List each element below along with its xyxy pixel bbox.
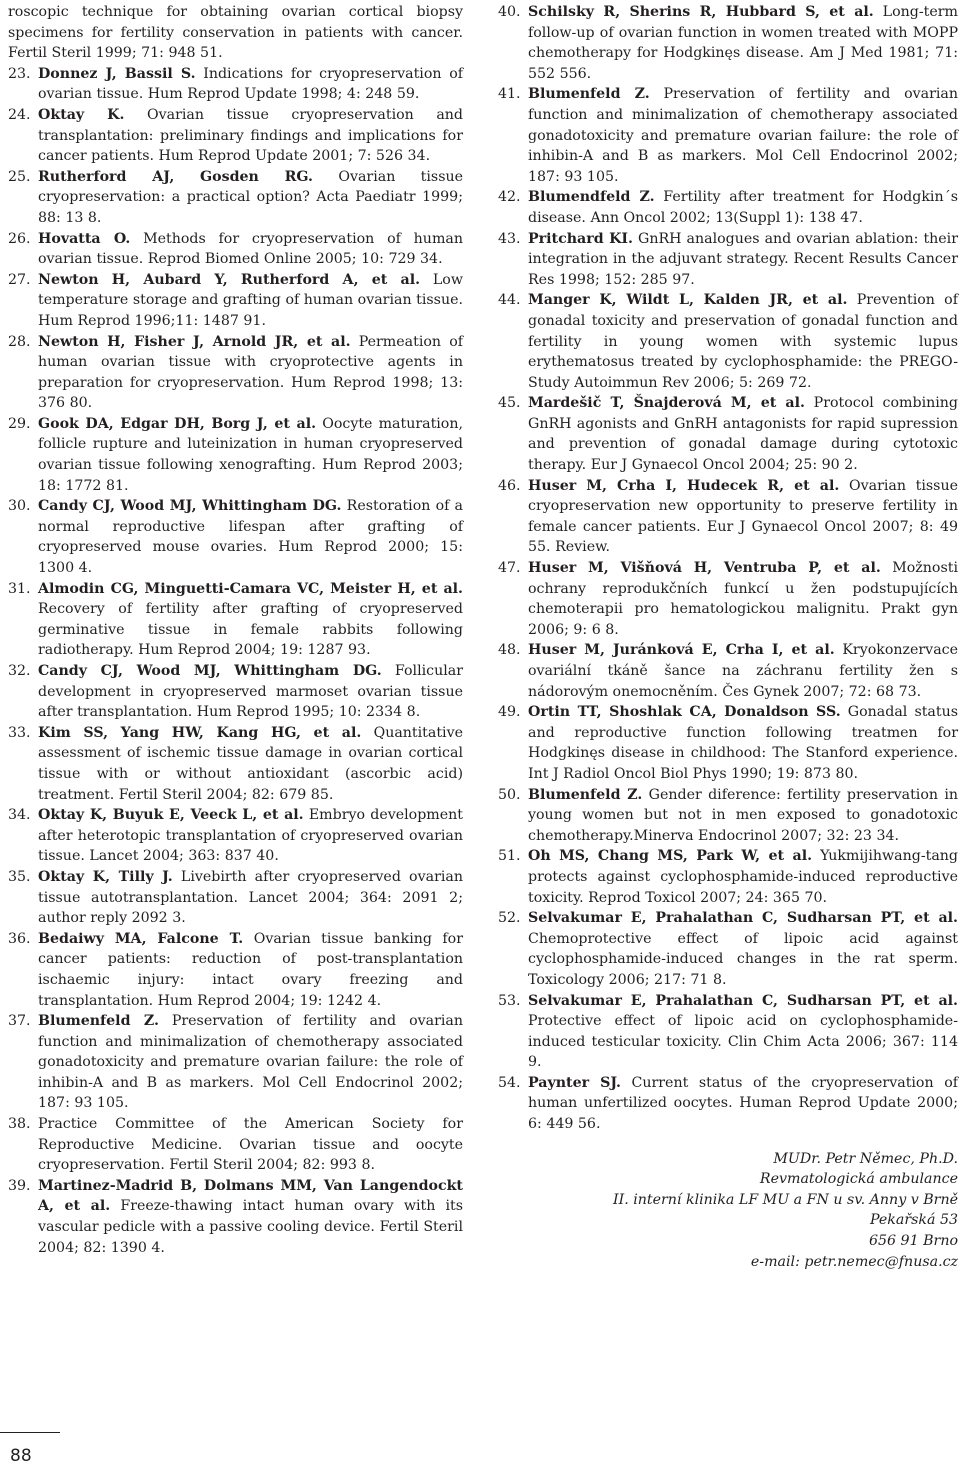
reference-body — [528, 846, 958, 908]
reference-authors: Blumenfeld Z. — [38, 1013, 159, 1030]
reference-item — [498, 1073, 958, 1135]
reference-authors: Blumenfeld Z. — [528, 786, 643, 803]
reference-number: 46. — [498, 477, 521, 494]
reference-number: 38. — [8, 1116, 31, 1133]
reference-item — [8, 929, 463, 1011]
reference-authors: Schilsky R, Sherins R, Hubbard S, et al. — [528, 4, 874, 20]
reference-item — [8, 579, 463, 661]
reference-item — [498, 640, 958, 702]
reference-item — [498, 846, 958, 908]
reference-body — [528, 558, 958, 640]
reference-body — [38, 661, 463, 723]
reference-number: 42. — [498, 189, 521, 206]
reference-text: Quantitative assessment of ischemic tissue damage in ovarian cortical tissue with or without antioxidant (ascorbic acid) treatment. Fertil Steril 2004; 82: 679 85. — [38, 724, 463, 803]
footer-rule — [0, 1432, 60, 1433]
page-number: 88 — [10, 1446, 32, 1466]
reference-body — [528, 640, 958, 702]
reference-body — [38, 105, 463, 167]
reference-body — [528, 476, 958, 558]
reference-text: Protocol combining GnRH agonists and GnRH antagonists for rapid supression and prevention of gonadal damage during cytotoxic therapy. Eur J Gynaecol Oncol 2004; 25: 90 2. — [528, 395, 958, 474]
reference-number: 50. — [498, 786, 521, 803]
reference-body — [38, 496, 463, 578]
reference-body — [528, 393, 958, 475]
reference-authors: Manger K, Wildt L, Kalden JR, et al. — [528, 292, 848, 309]
reference-item — [8, 1114, 463, 1176]
reference-body — [38, 270, 463, 332]
reference-authors: Huser M, Višňová H, Ventruba P, et al. — [528, 560, 881, 577]
reference-body — [528, 1073, 958, 1135]
author-name: MUDr. Petr Němec, Ph.D. — [773, 1150, 958, 1167]
reference-authors: Ortin TT, Shoshlak CA, Donaldson SS. — [528, 704, 841, 721]
reference-column-left — [8, 2, 463, 1258]
reference-text: Restoration of a normal reproductive lifespan after grafting of cryopreserved mouse ovaries. Hum Reprod 2000; 15: 1300 4. — [38, 498, 463, 577]
reference-item — [498, 2, 958, 84]
reference-text: Embryo development after heterotopic transplantation of cryopreserved ovarian tissue. Lancet 2004; 363: 837 40. — [38, 807, 463, 865]
reference-body — [528, 229, 958, 291]
reference-number: 28. — [8, 333, 31, 350]
reference-authors: Oktay K. — [38, 106, 125, 123]
reference-number: 48. — [498, 642, 521, 659]
reference-text: Kryokonzervace ovariální tkáně šance na záchranu fertility žen s nádorovým onemocněním. Čes Gynek 2007; 72: 68 73. — [528, 642, 958, 700]
reference-item — [8, 2, 463, 64]
reference-number: 47. — [498, 560, 521, 577]
reference-number: 41. — [498, 86, 521, 103]
reference-text: Chemoprotective effect of lipoic acid against cyclophosphamide-induced changes in the rat sperm. Toxicology 2006; 217: 71 8. — [528, 930, 958, 988]
reference-authors: Blumendfeld Z. — [528, 189, 655, 206]
reference-text: Protective effect of lipoic acid on cyclophosphamide-induced testicular toxicity. Clin Chim Acta 2006; 367: 114 9. — [528, 1013, 958, 1071]
reference-item — [498, 702, 958, 784]
reference-item — [498, 290, 958, 393]
reference-body — [38, 1114, 463, 1176]
reference-number: 43. — [498, 230, 521, 247]
reference-body — [528, 991, 958, 1073]
reference-body — [528, 785, 958, 847]
reference-number: 53. — [498, 992, 521, 1009]
reference-text: Ovarian tissue cryopreservation: a practical option? Acta Paediatr 1999; 88: 13 8. — [38, 168, 464, 226]
reference-item — [498, 785, 958, 847]
reference-number: 36. — [8, 930, 31, 947]
reference-number: 31. — [8, 580, 31, 597]
reference-authors: Oktay K, Buyuk E, Veeck L, et al. — [38, 807, 304, 824]
reference-text: Preservation of fertility and ovarian function and minimalization of chemotherapy associated gonadotoxicity and premature ovarian failure: the role of inhibin-A and B as markers. Mol Cell Endocrinol 2002; 187: 93 105. — [528, 86, 958, 185]
reference-body — [38, 1011, 463, 1114]
reference-text: Methods for cryopreservation of human ovarian tissue. Reprod Biomed Online 2005; 10: 729 34. — [38, 230, 463, 268]
reference-text: Practice Committee of the American Society for Reproductive Medicine. Ovarian tissue and oocyte cryopreservation. Fertil Steril 2004; 82: 993 8. — [38, 1116, 463, 1174]
reference-body — [528, 702, 958, 784]
reference-item — [498, 991, 958, 1073]
reference-item — [498, 476, 958, 558]
reference-item — [8, 1176, 463, 1258]
reference-body — [38, 332, 463, 414]
reference-authors: Paynter SJ. — [528, 1074, 621, 1091]
reference-item — [8, 105, 463, 167]
reference-authors: Mardešič T, Šnajderová M, et al. — [528, 395, 805, 412]
reference-item — [8, 661, 463, 723]
reference-authors: Martinez-Madrid B, Dolmans MM, Van Langendockt A, et al. — [38, 1177, 463, 1215]
reference-text: Preservation of fertility and ovarian function and minimalization of chemotherapy associated gonadotoxicity and premature ovarian failure: the role of inhibin-A and B as markers. Mol Cell Endocrinol 2002; 187: 93 105. — [38, 1013, 463, 1112]
reference-authors: Huser M, Crha I, Hudecek R, et al. — [528, 477, 840, 494]
reference-body — [38, 723, 463, 805]
reference-item — [498, 229, 958, 291]
reference-text: Follicular development in cryopreserved marmoset ovarian tissue after transplantation. Hum Reprod 1995; 10: 2334 8. — [38, 663, 463, 721]
reference-item — [498, 84, 958, 187]
reference-body — [38, 229, 463, 270]
reference-authors: Hovatta O. — [38, 230, 131, 247]
reference-item — [498, 558, 958, 640]
reference-number: 35. — [8, 868, 31, 885]
reference-body — [8, 2, 463, 64]
reference-body — [38, 929, 463, 1011]
reference-text: Ovarian tissue cryopreservation and transplantation: preliminary findings and implications for cancer patients. Hum Reprod Update 2001; 7: 526 34. — [38, 106, 464, 165]
reference-number: 51. — [498, 848, 521, 865]
reference-text: Ovarian tissue banking for cancer patients: reduction of post-transplantation ischaemic injury: intact ovary freezing and transplantation. Hum Reprod 2004; 19: 1242 4. — [38, 930, 463, 1009]
reference-number: 24. — [8, 106, 31, 123]
reference-text: GnRH analogues and ovarian ablation: their integration in the adjuvant strategy. Recent Results Cancer Res 1998; 152: 285 97. — [528, 230, 958, 288]
reference-number: 45. — [498, 395, 521, 412]
author-signature — [498, 1149, 958, 1273]
reference-item — [8, 229, 463, 270]
reference-text: Gonadal status and reproductive function following treatmen for Hodgkinęs disease in childhood: The Stanford experience. Int J Radiol Oncol Biol Phys 1990; 19: 873 80. — [528, 704, 958, 782]
reference-number: 52. — [498, 910, 521, 927]
reference-body — [38, 414, 463, 496]
reference-authors: Pritchard KI. — [528, 230, 633, 247]
reference-item — [8, 167, 463, 229]
reference-number: 54. — [498, 1074, 521, 1091]
author-institution: II. interní klinika LF MU a FN u sv. Anny v Brně — [613, 1191, 958, 1208]
reference-list-right — [498, 2, 958, 1135]
reference-item — [8, 270, 463, 332]
reference-authors: Donnez J, Bassil S. — [38, 65, 196, 82]
reference-number: 32. — [8, 663, 31, 679]
reference-body — [528, 84, 958, 187]
reference-item — [8, 496, 463, 578]
reference-text: Permeation of human ovarian tissue with cryoprotective agents in preparation for cryopreservation. Hum Reprod 1998; 13: 376 80. — [38, 333, 463, 412]
reference-authors: Kim SS, Yang HW, Kang HG, et al. — [38, 724, 362, 741]
reference-text: Fertility after treatment for Hodgkin´s disease. Ann Oncol 2002; 13(Suppl 1): 138 47. — [528, 189, 958, 226]
reference-body — [528, 290, 958, 393]
reference-item — [8, 805, 463, 867]
reference-body — [38, 167, 463, 229]
reference-item — [8, 1011, 463, 1114]
reference-body — [38, 579, 463, 661]
author-city: 656 91 Brno — [868, 1233, 958, 1250]
reference-text: Indications for cryopreservation of ovarian tissue. Hum Reprod Update 1998; 4: 248 59. — [38, 65, 464, 103]
reference-number: 37. — [8, 1013, 31, 1030]
reference-number: 30. — [8, 498, 31, 515]
reference-authors: Newton H, Fisher J, Arnold JR, et al. — [38, 333, 351, 350]
reference-item — [498, 908, 958, 990]
author-street: Pekařská 53 — [869, 1212, 958, 1229]
reference-body — [38, 64, 463, 105]
reference-text: Gender diference: fertility preservation in young women but not in men exposed to gonadotoxic chemotherapy.Minerva Endocrinol 2007; 32: 23 34. — [528, 786, 958, 844]
reference-text: Livebirth after cryopreserved ovarian tissue autotransplantation. Lancet 2004; 364: 2091 2; author reply 2092 3. — [38, 868, 463, 927]
reference-authors: Bedaiwy MA, Falcone T. — [38, 930, 244, 947]
reference-authors: Oh MS, Chang MS, Park W, et al. — [528, 848, 813, 865]
reference-number: 23. — [8, 65, 31, 82]
reference-body — [528, 2, 958, 84]
reference-authors: Candy CJ, Wood MJ, Whittingham DG. — [38, 498, 342, 515]
reference-authors: Huser M, Juránková E, Crha I, et al. — [528, 642, 835, 659]
author-department: Revmatologická ambulance — [759, 1171, 958, 1188]
reference-text: Prevention of gonadal toxicity and preservation of gonadal function and fertility in young women with systemic lupus erythematosus treated by cyclophosphamide: the PREGO-Study Autoimmun Rev 2006; 5: 269 72. — [528, 292, 958, 391]
reference-body — [38, 867, 463, 929]
reference-number: 34. — [8, 807, 31, 824]
reference-authors: Selvakumar E, Prahalathan C, Sudharsan PT, et al. — [528, 910, 958, 927]
reference-text: Current status of the cryopreservation of human unfertilized oocytes. Human Reprod Update 2000; 6: 449 56. — [528, 1074, 958, 1133]
reference-number: 27. — [8, 271, 31, 288]
reference-text: Oocyte maturation, follicle rupture and luteinization in human cryopreserved ovarian tissue following xenografting. Hum Reprod 2003; 18: 1772 81. — [38, 415, 463, 494]
reference-number: 26. — [8, 230, 31, 247]
reference-authors: Candy CJ, Wood MJ, Whittingham DG. — [38, 663, 382, 679]
reference-item — [8, 723, 463, 805]
reference-authors: Rutherford AJ, Gosden RG. — [38, 168, 313, 185]
reference-authors: Newton H, Aubard Y, Rutherford A, et al. — [38, 271, 421, 288]
reference-body — [38, 805, 463, 867]
reference-number: 44. — [498, 292, 521, 309]
author-email[interactable]: e-mail: petr.nemec@fnusa.cz — [750, 1253, 958, 1270]
reference-body — [38, 1176, 463, 1258]
reference-authors: Gook DA, Edgar DH, Borg J, et al. — [38, 415, 317, 432]
reference-item — [498, 393, 958, 475]
reference-number: 39. — [8, 1177, 31, 1194]
reference-column-right — [498, 2, 958, 1272]
reference-number: 33. — [8, 724, 31, 741]
reference-text: Yukmijihwang-tang protects against cyclophosphamide-induced reproductive toxicity. Reprod Toxicol 2007; 24: 365 70. — [528, 848, 958, 906]
reference-text: Freeze-thawing intact human ovary with its vascular pedicle with a passive cooling device. Fertil Steril 2004; 82: 1390 4. — [38, 1198, 463, 1256]
reference-number: 29. — [8, 415, 31, 432]
reference-text: Low temperature storage and grafting of human ovarian tissue. Hum Reprod 1996;11: 1487 91. — [38, 271, 463, 329]
reference-authors: Oktay K, Tilly J. — [38, 868, 173, 885]
reference-body — [528, 187, 958, 228]
reference-item — [8, 64, 463, 105]
reference-item — [8, 332, 463, 414]
reference-text: Long-term follow-up of ovarian function in women treated with MOPP chemotherapy for Hodgkinęs disease. Am J Med 1981; 71: 552 556. — [528, 4, 958, 82]
reference-authors: Blumenfeld Z. — [528, 86, 650, 103]
reference-number: 25. — [8, 168, 31, 185]
reference-text: Možnosti ochrany reprodukčních funkcí u žen podstupujících chemoterapii pro hematologickou malignitu. Prakt gyn 2006; 9: 6 8. — [528, 560, 958, 638]
reference-text: roscopic technique for obtaining ovarian cortical biopsy specimens for fertility conservation in patients with cancer. Fertil Steril 1999; 71: 948 51. — [8, 4, 463, 62]
reference-authors: Almodin CG, Minguetti-Camara VC, Meister H, et al. — [38, 580, 463, 597]
reference-item — [498, 187, 958, 228]
reference-item — [8, 414, 463, 496]
reference-item — [8, 867, 463, 929]
reference-authors: Selvakumar E, Prahalathan C, Sudharsan PT, et al. — [528, 992, 958, 1009]
reference-number: 40. — [498, 4, 521, 20]
reference-body — [528, 908, 958, 990]
reference-number: 49. — [498, 704, 521, 721]
reference-text: Recovery of fertility after grafting of cryopreserved germinative tissue in female rabbits following radiotherapy. Hum Reprod 2004; 19: 1287 93. — [38, 601, 463, 659]
reference-text: Ovarian tissue cryopreservation new opportunity to preserve fertility in female cancer patients. Eur J Gynaecol Oncol 2007; 8: 49 55. Review. — [528, 477, 959, 556]
